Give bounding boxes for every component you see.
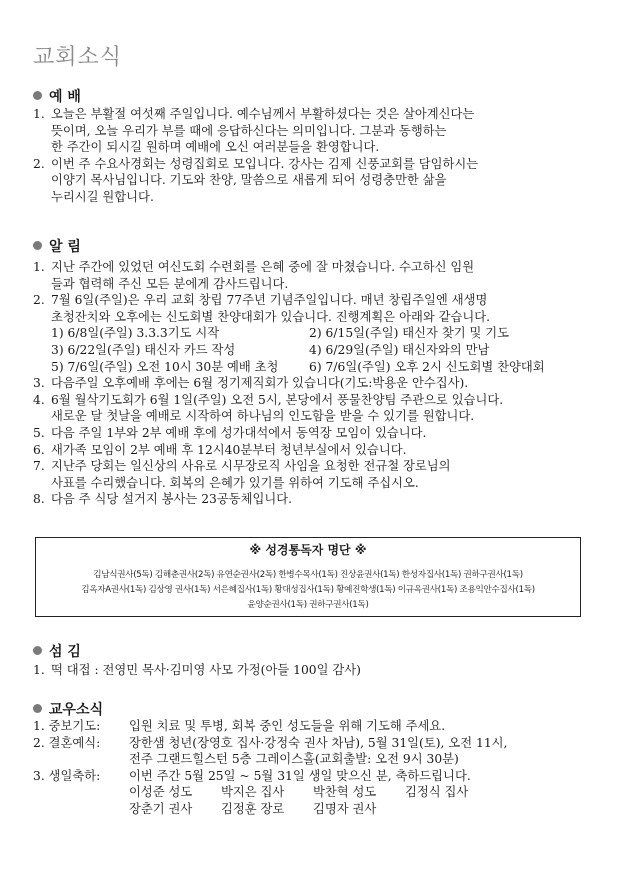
section-heading-worship: 예 배	[33, 86, 81, 106]
list-item: 7. 지난주 당회는 일신상의 사유로 시무장로직 사임을 요청한 전규철 장로님의 사표를 수리했습니다. 회복의 은혜가 있기를 위하여 기도해 주십시오.	[33, 459, 451, 490]
schedule-row: 5) 7/6일(주일) 오전 10시 30분 예배 초청 6) 7/6일(주일) 오후 2시 신도회별 찬양대회	[51, 359, 545, 374]
bible-box-line: 김옥자A권사(1독) 김상영 권사(1독) 서은혜집사(1독) 황대성집사(1독) 황예진학생(1독) 이규옥권사(1독) 조용익안수집사(1독)	[81, 585, 535, 595]
bullet-icon	[33, 704, 42, 713]
bible-box-line: 김남식권사(5독) 김해춘권사(2독) 유연순권사(2독) 한병수목사(1독) 진상윤권사(1독) 한성자집사(1독) 권하구권사(1독)	[93, 570, 523, 580]
bible-box-line: 윤양순권사(1독) 권하구권사(1독)	[247, 600, 369, 610]
list-item: 6. 새가족 모임이 2부 예배 후 12시40분부터 청년부실에서 있습니다.	[33, 442, 407, 457]
section-heading-members: 교우소식	[33, 699, 103, 719]
list-item: 1. 오늘은 부활절 여섯째 주일입니다. 예수님께서 부활하셨다는 것은 살아계신다는 뜻이며, 오늘 우리가 부를 때에 응답하신다는 의미입니다. 그분과 동행하는 한 주간이 되시길 원하며 예배에 오신 여러분들을 환영합니다.	[33, 107, 475, 155]
schedule-row: 3) 6/22일(주일) 태신자 카드 작성 4) 6/29일(주일) 태신자와의 만남	[51, 342, 490, 357]
bullet-icon	[33, 241, 42, 250]
worship-list	[33, 106, 578, 206]
members-news	[33, 718, 593, 818]
list-item: 1. 지난 주간에 있었던 여신도회 수련회를 은혜 중에 잘 마쳤습니다. 수고하신 임원 들과 협력해 주신 모든 분에게 감사드립니다.	[33, 260, 475, 291]
prayer-row: 1. 중보기도: 입원 치료 및 투병, 회복 중인 성도들을 위해 기도해 주세요.	[33, 719, 446, 733]
list-item: 8. 다음 주 식당 설거지 봉사는 23공동체입니다.	[33, 492, 293, 507]
list-item: 1. 떡 대접 : 전영민 목사·김미영 사모 가정(아들 100일 감사)	[33, 663, 361, 677]
birthday-names: 이성준 성도 박지은 집사 박찬혁 성도 김정식 집사	[129, 785, 469, 800]
list-item: 2. 7월 6일(주일)은 우리 교회 창립 77주년 기념주일입니다. 매년 창립주일엔 새생명 초청잔치와 오후에는 신도회별 찬양대회가 있습니다. 진행계획은 아래와 같습니다. 1) 6/8일(주일) 3.3.3기도 시작 2) 6/15일(주일) 태신자 찾기 및 기도 3) 6/22일(주일) 태신자 카드 작성 4) 6/29일(주일) 태신자와의 만남 5) 7/6일(주일) 오전 10시 30분 예배 초청 6) 7/6일(주일) 오후 2시 신도회별 찬양대회	[33, 292, 578, 375]
birthday-names: 장춘기 권사 김정훈 장로 김명자 권사	[129, 801, 377, 816]
bullet-icon	[33, 91, 42, 100]
list-item: 5. 다음 주일 1부와 2부 예배 후에 성가대석에서 동역장 모임이 있습니다.	[33, 425, 427, 440]
schedule-row: 1) 6/8일(주일) 3.3.3기도 시작 2) 6/15일(주일) 태신자 찾기 및 기도	[51, 326, 510, 341]
birthday-row: 3. 생일축하: 이번 주간 5월 25일 ~ 5월 31일 생일 맞으신 분, 축하드립니다. 이성준 성도 박지은 집사 박찬혁 성도 김정식 집사 장춘기 권사 김정훈 장로 김명자 권사	[33, 768, 593, 818]
service-list	[33, 662, 578, 679]
bible-reading-box	[35, 537, 581, 617]
list-item: 2. 이번 주 수요사경회는 성령집회로 모입니다. 강사는 김제 신풍교회를 담임하시는 이양기 목사님입니다. 기도와 찬양, 말씀으로 새롭게 되어 성령충만한 삶을 누리시길 원합니다.	[33, 156, 479, 204]
section-heading-notice: 알 림	[33, 236, 81, 256]
list-item: 4. 6월 월삭기도회가 6월 1일(주일) 오전 5시, 본당에서 풍물찬양팀 주관으로 있습니다. 새로운 달 첫날을 예배로 시작하여 하나님의 인도함을 받을 수 있기를 원합니다.	[33, 392, 504, 424]
wedding-row: 2. 결혼예식: 장한샘 청년(장영호 집사·강정숙 권사 차남), 5월 31일(토), 오전 11시, 전주 그랜드힐스턴 5층 그레이스홀(교회출발: 오전 9시 30분)	[33, 735, 508, 767]
notice-list	[33, 259, 578, 508]
bible-box-title: ※ 성경통독자 명단 ※	[249, 543, 367, 557]
section-heading-service: 섬 김	[33, 641, 81, 661]
list-item: 3. 다음주일 오후예배 후에는 6월 정기제직회가 있습니다(기도:박용운 안수집사).	[33, 376, 469, 391]
page-title: 교회소식	[33, 45, 123, 70]
bullet-icon	[33, 646, 42, 655]
